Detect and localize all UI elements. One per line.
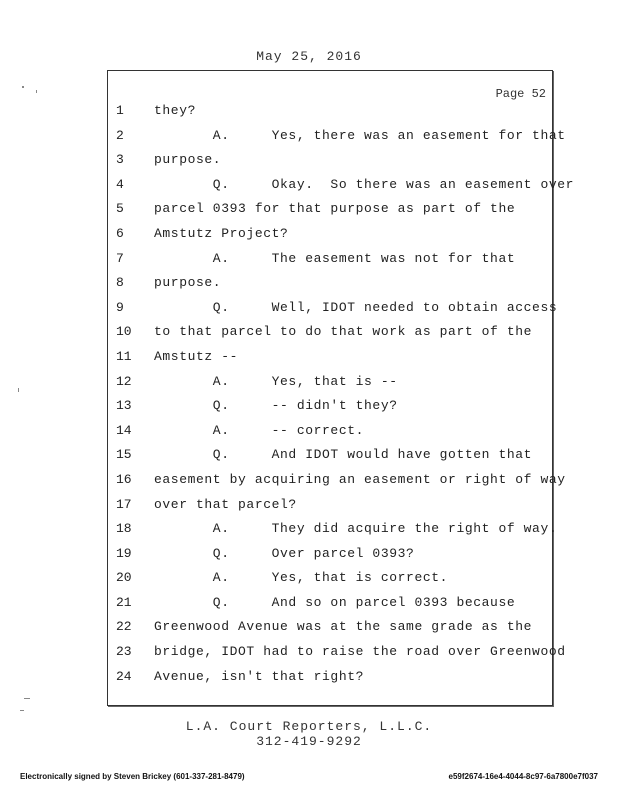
line-number: 24 <box>116 668 132 684</box>
line-text: Q. And so on parcel 0393 because <box>154 594 516 610</box>
line-number: 14 <box>116 422 132 438</box>
line-number: 7 <box>116 250 124 266</box>
line-number: 21 <box>116 594 132 610</box>
transcript-line <box>108 271 552 296</box>
line-text: A. Yes, that is -- <box>154 373 398 389</box>
line-text: Amstutz -- <box>154 348 239 364</box>
scan-speck <box>24 698 30 699</box>
line-text: A. Yes, there was an easement for that <box>154 127 566 143</box>
line-number: 6 <box>116 225 124 241</box>
line-text: parcel 0393 for that purpose as part of the <box>154 201 516 217</box>
transcript-line <box>108 566 552 591</box>
line-number: 17 <box>116 496 132 512</box>
transcript-line <box>108 345 552 370</box>
transcript-line <box>108 197 552 222</box>
transcript-line <box>108 99 552 124</box>
line-text: they? <box>154 103 197 118</box>
line-number: 15 <box>116 447 132 463</box>
page-number: Page 52 <box>495 87 546 101</box>
line-number: 8 <box>116 275 124 291</box>
line-text: A. The easement was not for that <box>154 250 516 266</box>
court-reporter-phone: 312-419-9292 <box>256 734 362 749</box>
electronic-signature-note: Electronically signed by Steven Brickey (601-337-281-8479) <box>20 772 245 781</box>
transcript-line <box>108 493 552 518</box>
line-text: A. -- correct. <box>154 422 365 438</box>
line-text: Q. -- didn't they? <box>154 398 398 414</box>
transcript-line <box>108 517 558 542</box>
scan-speck <box>22 86 24 88</box>
line-number: 12 <box>116 373 132 389</box>
court-reporter-name: L.A. Court Reporters, L.L.C. <box>185 719 433 734</box>
transcript-line <box>108 222 552 247</box>
line-number: 9 <box>116 299 124 315</box>
line-text: Q. Okay. So there was an easement over <box>154 176 575 192</box>
transcript-line <box>108 320 552 345</box>
line-number: 22 <box>116 619 132 635</box>
header-date: May 25, 2016 <box>256 49 362 64</box>
scan-speck <box>36 90 37 93</box>
line-number: 10 <box>116 324 132 340</box>
transcript-line <box>108 468 566 493</box>
line-text: Q. Well, IDOT needed to obtain access <box>154 299 558 315</box>
line-number: 13 <box>116 398 132 414</box>
line-text: A. Yes, that is correct. <box>154 570 449 586</box>
transcript-line <box>108 665 552 690</box>
line-number: 20 <box>116 570 132 586</box>
line-number: 19 <box>116 545 132 561</box>
line-text: Q. Over parcel 0393? <box>154 545 415 561</box>
transcript-line <box>108 591 552 616</box>
transcript-line <box>108 370 552 395</box>
line-number: 5 <box>116 201 124 217</box>
line-text: A. They did acquire the right of way. <box>154 521 558 537</box>
line-number: 4 <box>116 176 124 192</box>
line-text: Avenue, isn't that right? <box>154 668 365 684</box>
transcript-line <box>108 419 552 444</box>
transcript-line <box>108 247 552 272</box>
transcript-line <box>108 148 552 173</box>
line-text: Q. And IDOT would have gotten that <box>154 447 533 463</box>
scan-speck <box>18 388 19 392</box>
transcript-page-frame <box>107 70 575 706</box>
transcript-line <box>108 124 566 149</box>
scan-speck <box>20 710 24 711</box>
transcript-line <box>108 173 575 198</box>
line-number: 18 <box>116 521 132 537</box>
line-number: 23 <box>116 644 132 660</box>
transcript-line <box>108 443 552 468</box>
line-text: to that parcel to do that work as part of the <box>154 324 533 340</box>
line-text: Amstutz Project? <box>154 225 289 241</box>
line-text: bridge, IDOT had to raise the road over Greenwood <box>154 644 566 660</box>
transcript-line <box>108 615 552 640</box>
line-text: purpose. <box>154 275 222 291</box>
line-text: easement by acquiring an easement or right of way <box>154 471 566 487</box>
line-number: 16 <box>116 471 132 487</box>
line-number: 11 <box>116 348 132 364</box>
transcript-line <box>108 640 566 665</box>
document-hash: e59f2674-16e4-4044-8c97-6a7800e7f037 <box>448 772 598 781</box>
line-number: 2 <box>116 127 124 143</box>
line-number: 3 <box>116 152 124 168</box>
line-text: Greenwood Avenue was at the same grade as the <box>154 619 533 635</box>
transcript-lines <box>108 99 575 689</box>
line-text: purpose. <box>154 152 222 168</box>
transcript-line <box>108 394 552 419</box>
line-text: over that parcel? <box>154 496 297 512</box>
transcript-line <box>108 542 552 567</box>
line-number: 1 <box>116 103 124 118</box>
transcript-line <box>108 296 558 321</box>
